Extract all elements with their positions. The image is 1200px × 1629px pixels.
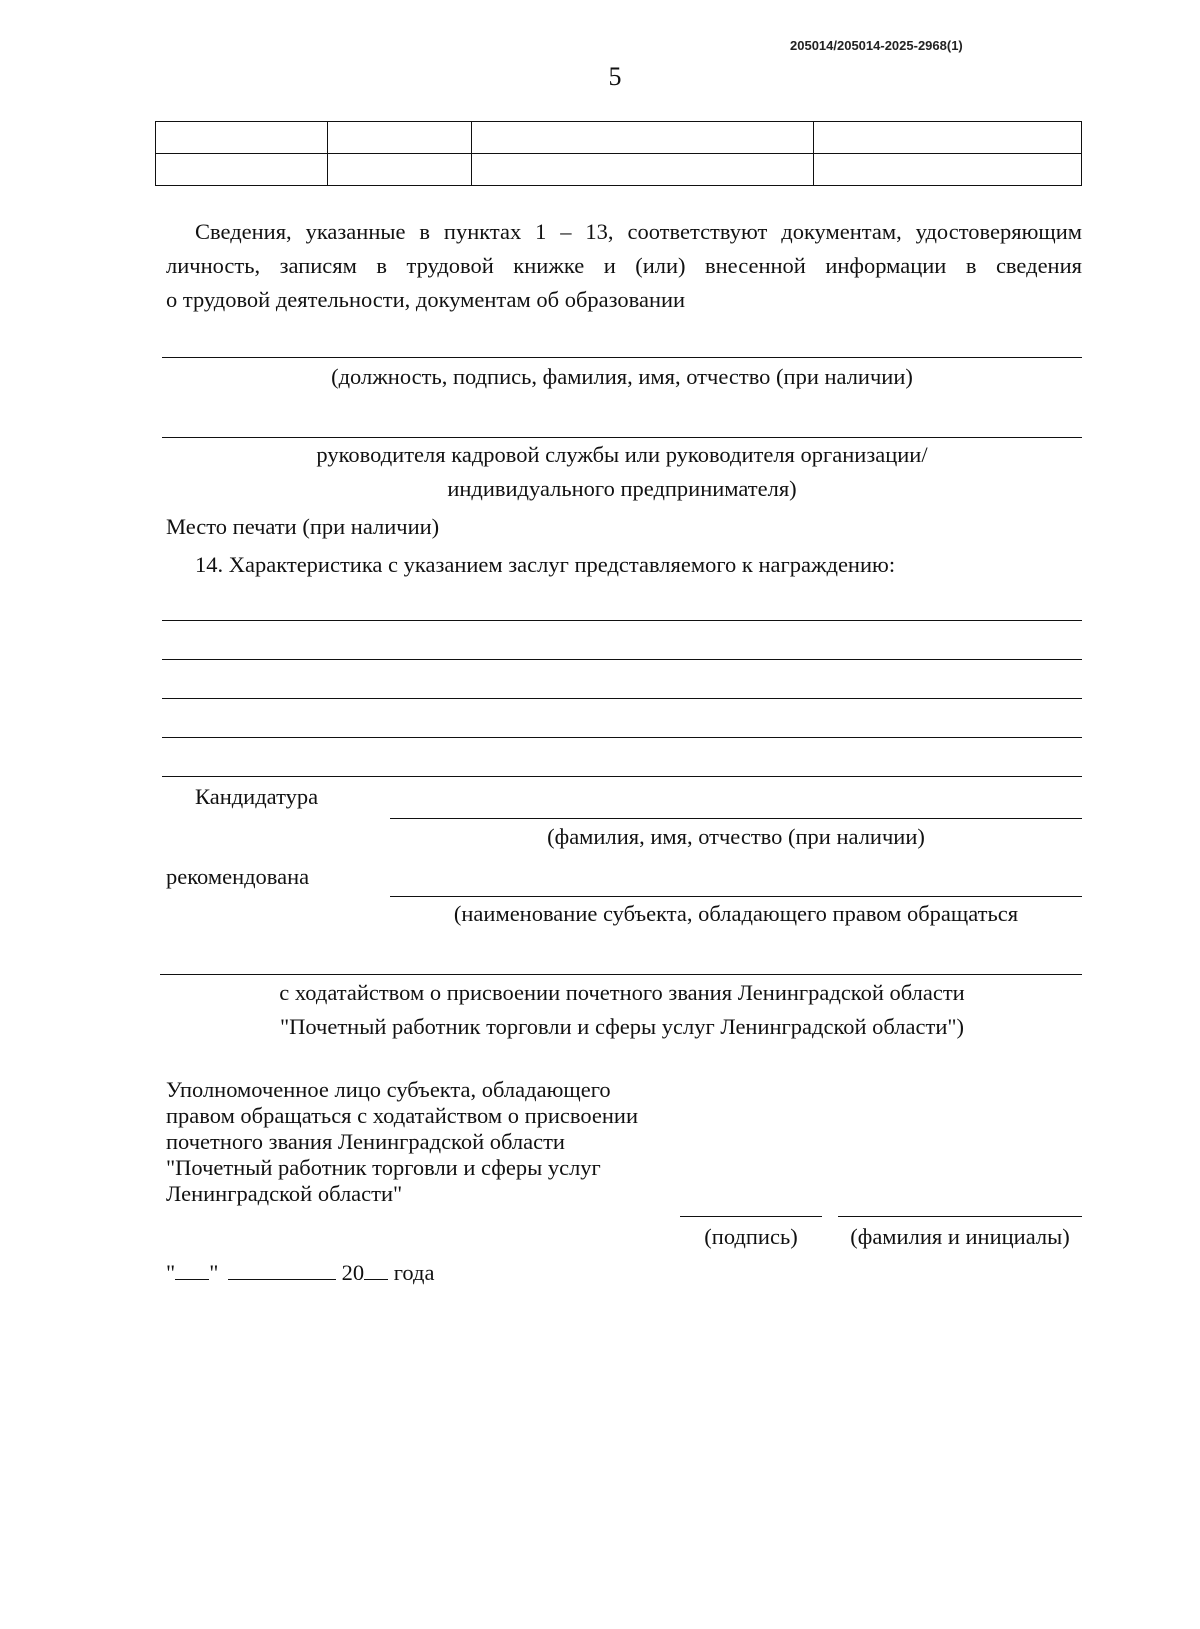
- candidate-name-line: [390, 818, 1082, 819]
- name-hint: (фамилия и инициалы): [850, 1224, 1070, 1249]
- signature-line: [162, 357, 1082, 358]
- petition-line-1: с ходатайством о присвоении почетного звания Ленинградской области: [279, 980, 965, 1005]
- authorized-person-line-4: "Почетный работник торговли и сферы услуг: [166, 1155, 601, 1180]
- signature-hint-position: (должность, подпись, фамилия, имя, отчество (при наличии): [331, 364, 913, 389]
- table-cell: [472, 154, 814, 186]
- table-cell: [156, 122, 328, 154]
- subject-line: [160, 974, 1082, 975]
- characteristic-line: [162, 776, 1082, 777]
- authorized-person-line-2: правом обращаться с ходатайством о присвоении: [166, 1103, 639, 1128]
- petition-line-2: "Почетный работник торговли и сферы услуг Ленинградской области"): [279, 1014, 965, 1039]
- characteristic-line: [162, 620, 1082, 621]
- table-cell: [328, 154, 472, 186]
- name-line: [838, 1216, 1082, 1217]
- day-blank: [175, 1257, 209, 1280]
- month-blank: [228, 1257, 336, 1280]
- quote-close: ": [209, 1260, 219, 1285]
- candidate-hint: (фамилия, имя, отчество (при наличии): [547, 824, 925, 849]
- registration-number: 205014/205014-2025-2968(1): [790, 38, 963, 53]
- candidate-label: Кандидатура: [195, 784, 319, 809]
- signature-hint: (подпись): [704, 1224, 798, 1249]
- year-suffix: года: [393, 1260, 435, 1285]
- signature-hint-hr-line-2: индивидуального предпринимателя): [447, 476, 797, 501]
- date-line: [166, 1256, 434, 1290]
- signature-line: [680, 1216, 822, 1217]
- stamp-place-label: Место печати (при наличии): [166, 514, 440, 539]
- table-cell: [328, 122, 472, 154]
- characteristic-label: 14. Характеристика с указанием заслуг представляемого к награждению:: [195, 552, 896, 577]
- recommended-hint: (наименование субъекта, обладающего правом обращаться: [453, 901, 1019, 926]
- year-prefix: 20: [341, 1260, 365, 1285]
- table-row: [156, 122, 1082, 154]
- characteristic-line: [162, 698, 1082, 699]
- table-cell: [472, 122, 814, 154]
- authorized-person-line-3: почетного звания Ленинградской области: [166, 1129, 565, 1154]
- certification-line-1: Сведения, указанные в пунктах 1 – 13, соответствуют документам, удостоверяющим: [195, 219, 1082, 244]
- certification-line-2: личность, записям в трудовой книжке и (или) внесенной информации в сведения: [166, 253, 1082, 278]
- quote-open: ": [166, 1260, 176, 1285]
- year-blank: [364, 1257, 388, 1280]
- recommended-label: рекомендована: [166, 864, 310, 889]
- table-row: [156, 154, 1082, 186]
- page-number: 5: [608, 62, 622, 91]
- characteristic-line: [162, 659, 1082, 660]
- table-cell: [814, 154, 1082, 186]
- certification-line-3: о трудовой деятельности, документам об образовании: [166, 287, 686, 312]
- authorized-person-line-1: Уполномоченное лицо субъекта, обладающего: [166, 1077, 611, 1102]
- table-cell: [814, 122, 1082, 154]
- table-cell: [156, 154, 328, 186]
- authorized-person-line-5: Ленинградской области": [166, 1181, 403, 1206]
- characteristic-line: [162, 737, 1082, 738]
- signature-hint-hr-line-1: руководителя кадровой службы или руководителя организации/: [316, 442, 928, 467]
- info-table: [155, 121, 1082, 186]
